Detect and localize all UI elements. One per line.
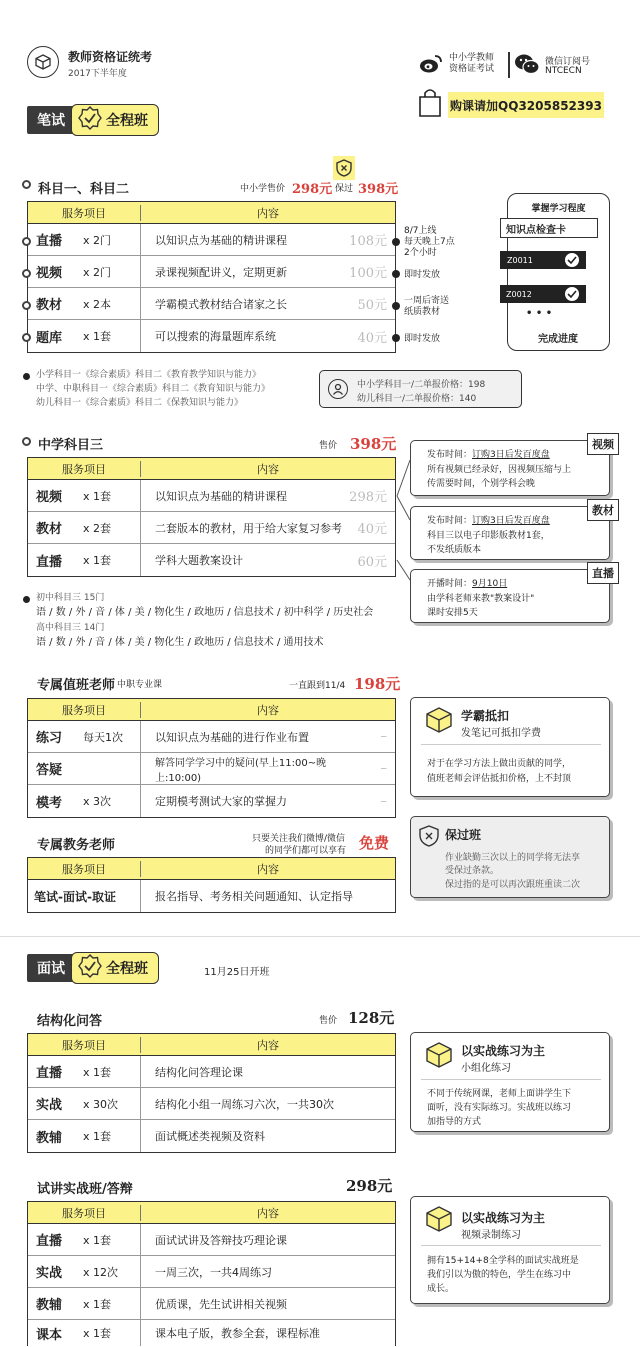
shopping-bag-icon — [417, 88, 443, 121]
check-badge-icon — [78, 106, 102, 134]
list-dot — [23, 373, 30, 380]
row-dot — [22, 237, 31, 246]
card4-title: 以实战练习为主 — [461, 1044, 546, 1058]
practice-card-1 — [410, 1032, 610, 1132]
pass-guarantee-card — [410, 816, 610, 898]
card5-b3: 成长。 — [427, 1284, 455, 1294]
note-tag: 教材 — [587, 499, 619, 521]
s6-title: 试讲实战班/答辩 — [37, 1182, 133, 1197]
table-row: 练习 每天1次 以知识点为基础的进行作业布置 – — [28, 721, 395, 753]
s4-title: 专属教务老师 — [37, 838, 116, 853]
header-subtitle: 2017下半年度 — [68, 69, 127, 79]
weibo-label: 中小学教师 资格证考试 — [449, 53, 495, 74]
s5-table — [27, 1033, 396, 1153]
note-card-live — [410, 567, 614, 623]
s4-free: 免费 — [359, 834, 390, 852]
card1-foot: 完成进度 — [538, 334, 578, 345]
th-content: 内容 — [257, 462, 279, 476]
note-line: 不发纸质版本 — [427, 545, 482, 555]
card4-sub: 小组化练习 — [461, 1063, 511, 1074]
s1-subject-2: 幼儿科目一《综合素质》科目二《保教知识与能力》 — [36, 398, 244, 408]
wechat-label-2: NTCECN — [545, 66, 582, 76]
note-line: 传需要时间，个别学科会晚 — [427, 479, 536, 489]
th-service: 服务项目 — [28, 1037, 141, 1053]
note-line: 开播时间：9月10日 — [427, 579, 508, 589]
full-course-badge: 全程班 — [71, 104, 159, 136]
check-icon — [564, 286, 580, 302]
s2-line-1: 语 / 数 / 外 / 音 / 体 / 美 / 物化生 / 政地历 / 信息技术 / 初中科学 / 历史社会 — [36, 607, 374, 618]
s1-side-3: 即时发放 — [404, 270, 441, 280]
note-tag: 直播 — [587, 562, 619, 584]
note-line: 课时安排5天 — [427, 608, 478, 618]
card2-b1: 对于在学习方法上做出贡献的同学， — [427, 759, 572, 769]
table-row: 教辅 x 1套 面试概述类视频及资料 — [28, 1120, 395, 1152]
note-line: 所有视频已经录好，因视频压缩与上 — [427, 465, 572, 475]
written-label: 笔试 — [27, 106, 75, 134]
table-row: 直播 x 1套 学科大题教案设计 60元 — [28, 544, 395, 576]
interview-tag — [27, 952, 159, 984]
s1-price-label: 中小学售价 — [240, 184, 286, 194]
weibo-icon — [419, 54, 443, 77]
interview-start: 11月25日开班 — [204, 967, 270, 978]
note-card-video — [410, 438, 614, 496]
list-dot — [23, 596, 30, 603]
s2-line-2: 高中科目三 14门 — [36, 623, 105, 633]
top-student-card — [410, 697, 610, 797]
s4-note-1: 只要关注我们微博/微信 — [252, 834, 346, 844]
card4-b1: 不同于传统网课，老师上面讲学生下 — [427, 1089, 572, 1099]
s3-sub: 中职专业课 — [117, 680, 163, 690]
check-icon — [564, 252, 580, 268]
single-price-1: 中小学科目一/二单报价格：198 — [357, 380, 486, 390]
s1-pass-price: 398元 — [358, 182, 399, 197]
card-divider — [421, 1245, 601, 1246]
th-content: 内容 — [257, 862, 279, 876]
table-row: 实战 x 12次 一周三次，一共4周练习 — [28, 1256, 395, 1288]
card4-b2: 面听，没有实际练习。实战班以练习 — [427, 1103, 572, 1113]
th-service: 服务项目 — [28, 205, 141, 221]
s2-price-label: 售价 — [319, 441, 338, 451]
side-dot — [392, 270, 400, 278]
s6-price: 298元 — [346, 1177, 393, 1195]
table-row: 视频 x 1套 以知识点为基础的精讲课程 298元 — [28, 480, 395, 512]
th-content: 内容 — [257, 1206, 279, 1220]
full-course-badge: 全程班 — [71, 952, 159, 984]
table-row: 视频 x 2门 录课视频配讲义，定期更新 100元 — [28, 256, 395, 288]
card1-dots: • • • — [526, 308, 553, 319]
s3-table — [27, 698, 396, 818]
table-row: 直播 x 1套 结构化问答理论课 — [28, 1056, 395, 1088]
side-dot — [392, 302, 400, 310]
shield-x-icon — [419, 825, 439, 850]
card3-title: 保过班 — [445, 828, 482, 842]
note-line: 科目三以电子印影版教材1套， — [427, 531, 550, 541]
table-row: 直播 x 1套 面试试讲及答辩技巧理论课 — [28, 1224, 395, 1256]
s1-price: 298元 — [292, 182, 333, 197]
table-row: 直播 x 2门 以知识点为基础的精讲课程 108元 — [28, 224, 395, 256]
card-divider — [421, 744, 601, 745]
s3-price: 198元 — [354, 675, 401, 693]
s5-title: 结构化问答 — [37, 1014, 103, 1029]
s1-subject-0: 小学科目一《综合素质》科目二《教育教学知识与能力》 — [36, 370, 262, 380]
th-service: 服务项目 — [28, 461, 141, 477]
cube-icon — [425, 706, 453, 737]
th-content: 内容 — [257, 703, 279, 717]
single-price-box — [319, 370, 522, 408]
wechat-icon — [514, 53, 540, 78]
user-icon — [328, 379, 348, 399]
single-price-2: 幼儿科目一/二单报价格：140 — [357, 394, 477, 404]
card-divider — [421, 1079, 601, 1080]
header-title: 教师资格证统考 — [68, 50, 153, 64]
s1-side-5: 纸质教材 — [404, 307, 441, 317]
card3-b2: 受保过条款。 — [445, 866, 500, 876]
card5-sub: 视频录制练习 — [461, 1230, 521, 1241]
card1-code-2: Z0012 — [500, 285, 586, 303]
note-card-textbook — [410, 504, 614, 560]
s1-side-0: 8/7上线 — [404, 226, 437, 236]
card3-b3: 保过指的是可以再次跟班重读二次 — [445, 880, 581, 890]
side-dot — [392, 238, 400, 246]
divider — [508, 52, 510, 78]
note-line: 发布时间：订购3日后发百度盘 — [427, 450, 550, 460]
s6-table — [27, 1201, 396, 1346]
cube-icon — [425, 1205, 453, 1236]
s3-title: 专属值班老师 — [37, 678, 116, 693]
s1-table — [27, 201, 396, 353]
s1-side-1: 每天晚上7点 — [404, 237, 455, 247]
card2-sub: 发笔记可抵扣学费 — [461, 728, 541, 739]
logo-box-icon — [27, 46, 59, 78]
shield-icon — [333, 156, 355, 180]
buy-contact[interactable]: 购课请加QQ3205852393 — [448, 92, 604, 118]
s5-price: 128元 — [348, 1009, 395, 1027]
s2-title: 中学科目三 — [38, 438, 104, 453]
table-row: 教材 x 2本 学霸模式教材结合诸家之长 50元 — [28, 288, 395, 320]
s1-title: 科目一、科目二 — [38, 182, 130, 197]
s2-table — [27, 457, 396, 577]
table-row: 实战 x 30次 结构化小组一周练习六次，一共30次 — [28, 1088, 395, 1120]
table-row: 答疑 解答同学学习中的疑问(早上11:00~晚上:10:00) – — [28, 753, 395, 785]
table-row: 课本 x 1套 课本电子版，教参全套，课程标准 — [28, 1320, 395, 1346]
card1-code-1: Z0011 — [500, 251, 586, 269]
s2-line-0: 初中科目三 15门 — [36, 593, 105, 603]
table-row: 模考 x 3次 定期模考测试大家的掌握力 – — [28, 785, 395, 817]
s1-side-4: 一周后寄送 — [404, 296, 450, 306]
table-row: 题库 x 1套 可以搜索的海量题库系统 40元 — [28, 320, 395, 352]
side-dot — [392, 334, 400, 342]
th-content: 内容 — [257, 206, 279, 220]
row-dot — [22, 269, 31, 278]
s1-pass-label: 保过 — [335, 184, 354, 194]
section-dot — [22, 437, 31, 446]
section-dot — [22, 180, 31, 189]
s3-until: 一直跟到11/4 — [289, 681, 346, 691]
th-service: 服务项目 — [28, 861, 141, 877]
table-row: 笔试-面试-取证 报名指导、考务相关问题通知、认定指导 — [28, 880, 395, 912]
wechat-label-1: 微信订阅号 — [545, 57, 591, 67]
note-line: 发布时间：订购3日后发百度盘 — [427, 516, 550, 526]
card1-title: 掌握学习程度 — [531, 204, 586, 214]
s1-side-6: 即时发放 — [404, 334, 441, 344]
card5-title: 以实战练习为主 — [461, 1211, 546, 1225]
row-dot — [22, 333, 31, 342]
s1-subject-1: 中学、中职科目一《综合素质》科目二《教育知识与能力》 — [36, 384, 271, 394]
card3-b1: 作业缺勤三次以上的同学将无法享 — [445, 853, 581, 863]
practice-card-2 — [410, 1196, 610, 1304]
note-line: 由学科老师来教"教案设计" — [427, 594, 535, 604]
table-row: 教材 x 2套 二套版本的教材，用于给大家复习参考 40元 — [28, 512, 395, 544]
card2-b2: 值班老师会评估抵扣价格，上不封顶 — [427, 774, 572, 784]
s2-line-3: 语 / 数 / 外 / 音 / 体 / 美 / 物化生 / 政地历 / 信息技术 / 通用技术 — [36, 637, 324, 648]
card2-title: 学霸抵扣 — [461, 709, 510, 723]
s1-side-2: 2个小时 — [404, 248, 437, 258]
s4-note-2: 的同学们都可以享有 — [265, 846, 347, 856]
card5-b1: 拥有15+14+8全学科的面试实战班是 — [427, 1256, 579, 1266]
s5-price-label: 售价 — [319, 1016, 338, 1026]
card4-b3: 加指导的方式 — [427, 1117, 482, 1127]
study-progress-card — [507, 193, 610, 351]
card5-b2: 我们引以为傲的特色，学生在练习中 — [427, 1270, 572, 1280]
note-tag: 视频 — [587, 433, 619, 455]
interview-label: 面试 — [27, 954, 75, 982]
card1-sub: 知识点检查卡 — [500, 218, 598, 238]
row-dot — [22, 301, 31, 310]
th-service: 服务项目 — [28, 702, 141, 718]
th-content: 内容 — [257, 1038, 279, 1052]
s4-table — [27, 857, 396, 913]
check-badge-icon — [78, 954, 102, 982]
cube-icon — [425, 1041, 453, 1072]
written-tag — [27, 104, 159, 136]
th-service: 服务项目 — [28, 1205, 141, 1221]
table-row: 教辅 x 1套 优质课，先生试讲相关视频 — [28, 1288, 395, 1320]
s2-price: 398元 — [350, 435, 397, 453]
